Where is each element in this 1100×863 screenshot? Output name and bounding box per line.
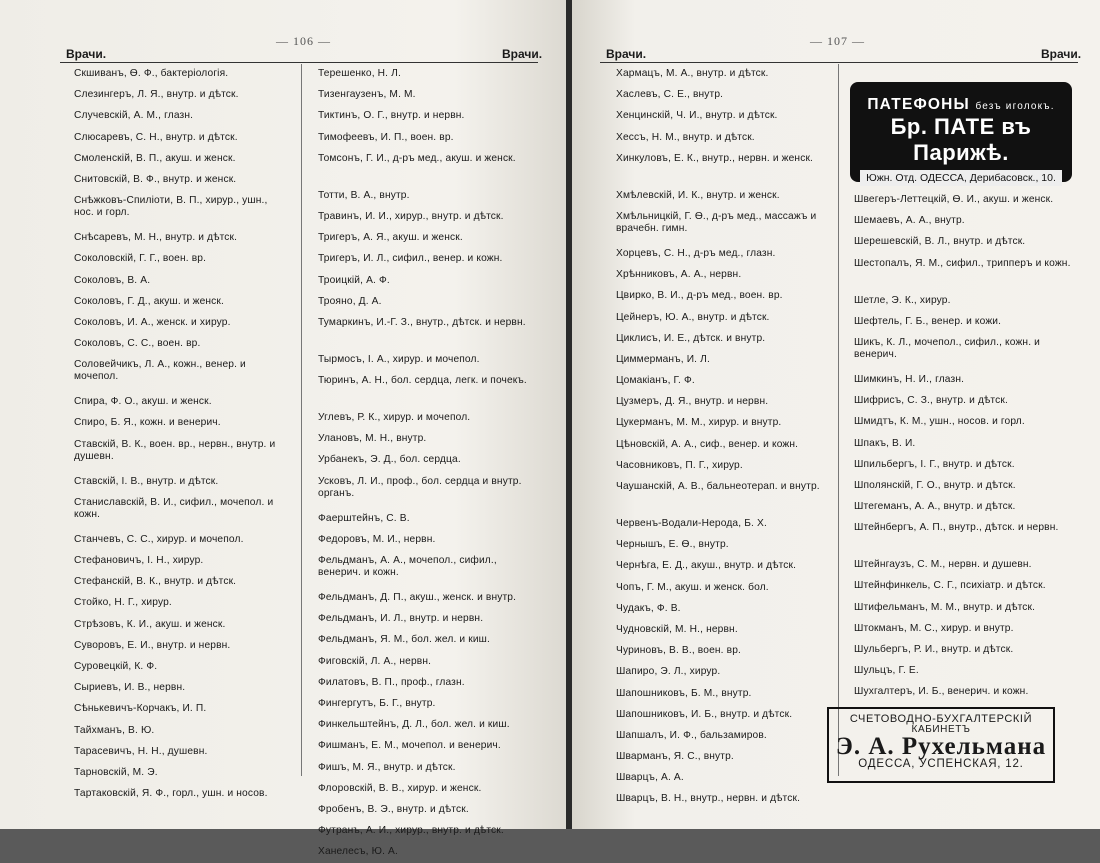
entry-text: Шапшалъ, И. Ф., бальзамиров. (616, 729, 767, 741)
entry-text: Шпильбергъ, І. Г., внутр. и дѣтск. (854, 458, 1015, 470)
entry-text: Чернышъ, Е. Ѳ., внутр. (616, 539, 729, 551)
directory-entry (56, 228, 290, 249)
directory-entry (598, 620, 836, 641)
entry-text: Шемаевъ, А. А., внутр. (854, 215, 965, 227)
directory-entry (836, 661, 1076, 682)
entry-text: Улановъ, М. Н., внутр. (318, 433, 427, 445)
directory-entry (56, 413, 290, 434)
entry-text: Соколовъ, С. С., воен. вр. (74, 338, 201, 350)
entry-text: Шикъ, К. Л., мочепол., сифил., кожн. и венерич. (854, 336, 1041, 360)
directory-entry (300, 842, 536, 863)
directory-entry (598, 641, 836, 662)
entry-text: Ставскій, В. К., воен. вр., нервн., внутр. и душевн. (74, 438, 276, 462)
directory-entry (300, 509, 536, 530)
entry-text: Шполянскій, Г. О., внутр. и дѣтск. (854, 479, 1016, 491)
directory-entry (56, 64, 290, 85)
directory-entry (56, 678, 290, 699)
entry-text: Тарновскій, М. Э. (74, 766, 158, 778)
directory-entry (300, 64, 536, 85)
directory-entry (836, 254, 1076, 291)
directory-entry (56, 271, 290, 292)
header-rule (60, 62, 538, 63)
directory-entry (300, 694, 536, 715)
directory-entry (300, 800, 536, 821)
directory-entry (598, 599, 836, 620)
directory-entry (300, 228, 536, 249)
directory-entry (300, 758, 536, 779)
directory-entry (836, 333, 1076, 370)
entry-text: Шварманъ, Я. С., внутр. (616, 751, 734, 763)
directory-entry (300, 149, 536, 186)
entry-text: Фельдманъ, А. А., мочепол., сифил., венерич. и кожн. (318, 555, 497, 578)
directory-entry (598, 578, 836, 599)
directory-entry (598, 684, 836, 705)
directory-entry (598, 149, 836, 186)
directory-entry (598, 477, 836, 514)
directory-entry (56, 472, 290, 493)
running-header-right: Врачи. (502, 47, 543, 61)
directory-entry (300, 472, 536, 509)
entry-text: Штегеманъ, А. А., внутр. и дѣтск. (854, 501, 1016, 513)
entry-text: Фельдманъ, Д. П., акуш., женск. и внутр. (318, 592, 517, 603)
directory-entry (598, 286, 836, 307)
entry-text: Трояно, Д. А. (318, 295, 382, 307)
ad-company: Бр. ПАТЕ въ Парижѣ. (890, 114, 1032, 165)
directory-entry (598, 456, 836, 477)
entry-text: Цукерманъ, М. М., хирур. и внутр. (616, 417, 782, 429)
entry-text: Червенъ-Водали-Нерода, Б. Х. (616, 518, 767, 529)
entry-text: Шетле, Э. К., хирур. (854, 294, 951, 306)
entry-text: Троицкій, А. Ф. (318, 274, 390, 286)
running-header-right: Врачи. (1041, 47, 1082, 61)
directory-entry (56, 636, 290, 657)
entry-text: Цвирко, В. И., д-ръ мед., воен. вр. (616, 290, 783, 302)
entry-text: Урбанекъ, Э. Д., бол. сердца. (318, 454, 461, 466)
directory-entry (300, 673, 536, 694)
entry-text: Тюринъ, А. Н., бол. сердца, легк. и почекъ. (318, 375, 527, 387)
directory-entry (56, 551, 290, 572)
entry-text: Флоровскій, В. В., хирур. и женск. (318, 782, 482, 794)
directory-entry (836, 391, 1076, 412)
entry-text: Фингергутъ, Б. Г., внутр. (318, 697, 436, 709)
entry-text: Цѣновскій, А. А., сиф., венер. и кожн. (616, 438, 799, 450)
entry-text: Спиро, Б. Я., кожн. и венерич. (74, 417, 221, 429)
directory-entry (56, 334, 290, 355)
entry-text: Хенцинскій, Ч. И., внутр. и дѣтск. (616, 110, 778, 122)
page-number: — 106 — (276, 34, 331, 48)
directory-entry (300, 779, 536, 800)
entry-text: Циммерманъ, И. Л. (616, 353, 710, 365)
entry-text: Фаерштейнъ, С. В. (318, 512, 410, 524)
column-right (836, 190, 1076, 704)
directory-entry (836, 434, 1076, 455)
entry-text: Часовниковъ, П. Г., хирур. (616, 459, 743, 471)
column-left (56, 64, 290, 821)
directory-entry (300, 630, 536, 651)
entry-text: Хинкуловъ, Е. К., внутр., нервн. и женск. (616, 152, 814, 164)
directory-entry (598, 789, 836, 810)
entry-text: Фельдманъ, Я. М., бол. жел. и киш. (318, 634, 490, 646)
directory-entry (836, 312, 1076, 333)
ad-headline: ПАТЕФОНЫ безъ иголокъ. (867, 96, 1055, 113)
entry-text: Шапиро, Э. Л., хирур. (616, 666, 721, 678)
entry-text: Усковъ, Л. И., проф., бол. сердца и внутр. органъ. (318, 475, 522, 499)
directory-entry (300, 106, 536, 127)
directory-entry (836, 497, 1076, 518)
entry-text: Штифельманъ, М. М., внутр. и дѣтск. (854, 601, 1036, 613)
entry-text: Фельдманъ, И. Л., внутр. и нервн. (318, 613, 484, 625)
directory-entry (836, 190, 1076, 211)
entry-text: Тартаковскій, Я. Ф., горл., ушн. и носов. (74, 788, 268, 800)
directory-entry (598, 244, 836, 265)
entry-text: Хмѣльницкій, Г. Ѳ., д-ръ мед., массажъ и врачебн. гимн. (616, 210, 817, 234)
entry-text: Федоровъ, М. И., нервн. (318, 533, 436, 545)
directory-entry (836, 291, 1076, 312)
directory-entry (598, 128, 836, 149)
directory-entry (56, 721, 290, 742)
directory-entry (836, 619, 1076, 640)
entry-text: Скшиванъ, Ѳ. Ф., бактеріологія. (74, 68, 229, 79)
directory-entry (56, 572, 290, 593)
entry-text: Шапошниковъ, И. Б., внутр. и дѣтск. (616, 708, 793, 720)
entry-text: Тригеръ, И. Л., сифил., венер. и кожн. (318, 253, 503, 265)
entry-text: Станчевъ, С. С., хирур. и мочепол. (74, 533, 244, 545)
directory-entry (598, 535, 836, 556)
entry-text: Стефановичъ, І. Н., хирур. (74, 555, 204, 566)
entry-text: Шифрисъ, С. З., внутр. и дѣтск. (854, 395, 1008, 407)
entry-text: Тиктинъ, О. Г., внутр. и нервн. (318, 110, 465, 122)
directory-entry (598, 435, 836, 456)
ad-address: ОДЕССА, УСПЕНСКАЯ, 12. (858, 758, 1024, 770)
directory-entry (56, 784, 290, 821)
entry-text: Швегеръ-Леттецкій, Ѳ. И., акуш. и женск. (854, 194, 1054, 205)
entry-text: Станиславскій, В. И., сифил., мочепол. и кожн. (74, 496, 274, 520)
entry-text: Травинъ, И. И., хирур., внутр. и дѣтск. (318, 210, 504, 222)
directory-entry (300, 128, 536, 149)
entry-text: Тырмосъ, І. А., хирур. и мочепол. (318, 353, 480, 365)
entry-text: Футранъ, А. И., хирур., внутр. и дѣтск. (318, 825, 504, 837)
directory-entry (300, 609, 536, 630)
entry-text: Томсонъ, Г. И., д-ръ мед., акуш. и женск. (318, 152, 516, 164)
entry-text: Сѣнькевичъ-Корчакъ, И. П. (74, 703, 207, 715)
entry-text: Чудновскій, М. Н., нервн. (616, 623, 738, 635)
column-left (598, 64, 836, 811)
directory-entry (56, 392, 290, 413)
directory-entry (598, 329, 836, 350)
directory-entry (300, 429, 536, 450)
directory-entry (836, 598, 1076, 619)
directory-entry (598, 64, 836, 85)
entry-text: Смоленскій, В. П., акуш. и женск. (74, 152, 236, 164)
directory-entry (598, 747, 836, 768)
directory-entry (56, 530, 290, 551)
directory-entry (836, 518, 1076, 555)
entry-text: Филатовъ, В. П., проф., глазн. (318, 676, 465, 688)
directory-entry (300, 85, 536, 106)
entry-text: Шульбергъ, Р. И., внутр. и дѣтск. (854, 644, 1014, 655)
entry-text: Чудакъ, Ф. В. (616, 602, 681, 614)
directory-entry (56, 355, 290, 392)
entry-text: Чаушанскій, А. В., бальнеотерап. и внутр. (616, 481, 820, 492)
entry-text: Штейнгаузъ, С. М., нервн. и душевн. (854, 559, 1032, 571)
directory-entry (598, 726, 836, 747)
entry-text: Финкельштейнъ, Д. Л., бол. жел. и киш. (318, 719, 510, 731)
directory-entry (836, 682, 1076, 703)
entry-text: Циклисъ, И. Е., дѣтск. и внутр. (616, 332, 766, 344)
directory-entry (56, 593, 290, 614)
directory-entry (300, 450, 536, 471)
directory-entry (300, 652, 536, 673)
directory-entry (56, 292, 290, 313)
directory-entry (836, 412, 1076, 433)
entry-text: Хессъ, Н. М., внутр. и дѣтск. (616, 131, 755, 143)
entry-text: Шпакъ, В. И. (854, 437, 916, 449)
entry-text: Слюсаревъ, С. Н., внутр. и дѣтск. (74, 131, 238, 143)
page-number: — 107 — (810, 34, 865, 48)
directory-entry (598, 186, 836, 207)
directory-entry (598, 371, 836, 392)
accounting-office-advertisement (827, 707, 1055, 783)
entry-text: Шмидтъ, К. М., ушн., носов. и горл. (854, 416, 1025, 428)
entry-text: Соколовъ, И. А., женск. и хирур. (74, 316, 231, 328)
directory-entry (300, 821, 536, 842)
directory-entry (598, 768, 836, 789)
entry-text: Терешенко, Н. Л. (318, 68, 401, 79)
entry-text: Соколовскій, Г. Г., воен. вр. (74, 253, 207, 265)
entry-text: Тарасевичъ, Н. Н., душевн. (74, 745, 208, 757)
directory-entry (56, 435, 290, 472)
directory-entry (300, 408, 536, 429)
directory-entry (598, 265, 836, 286)
entry-text: Снѣжковъ-Спиліоти, В. П., хирур., ушн., нос. и горл. (74, 195, 268, 219)
entry-text: Углевъ, Р. К., хирур. и мочепол. (318, 412, 471, 424)
entry-text: Шварцъ, А. А. (616, 772, 684, 784)
entry-text: Тотти, В. А., внутр. (318, 189, 410, 201)
entry-text: Хрѣнниковъ, А. А., нервн. (616, 269, 742, 281)
entry-text: Суровецкій, К. Ф. (74, 660, 158, 672)
directory-entry (56, 657, 290, 678)
ad-subheadline: КАБИНЕТЪ (911, 724, 971, 735)
directory-entry (598, 207, 836, 244)
directory-entry (56, 313, 290, 334)
directory-entry (836, 476, 1076, 497)
entry-text: Сыриевъ, И. В., нервн. (74, 682, 186, 694)
entry-text: Цомакіанъ, Г. Ф. (616, 375, 695, 387)
directory-entry (300, 530, 536, 551)
directory-entry (56, 493, 290, 530)
directory-entry (56, 742, 290, 763)
entry-text: Стефанскій, В. К., внутр. и дѣтск. (74, 576, 237, 588)
entry-text: Шварцъ, В. Н., внутр., нервн. и дѣтск. (616, 793, 801, 805)
ad-address: Южн. Отд. ОДЕССА, Дерибасовск., 10. (860, 170, 1062, 186)
entry-text: Снѣсаревъ, М. Н., внутр. и дѣтск. (74, 232, 238, 244)
header-rule (600, 62, 1078, 63)
directory-entry (56, 85, 290, 106)
entry-text: Тизенгаузенъ, М. М. (318, 89, 416, 101)
ad-owner-name: Э. А. Рухельмана (835, 733, 1047, 760)
column-right (300, 64, 536, 863)
directory-entry (598, 514, 836, 535)
directory-entry (836, 576, 1076, 597)
entry-text: Соколовъ, В. А. (74, 274, 151, 286)
entry-text: Чопъ, Г. М., акуш. и женск. бол. (616, 581, 769, 593)
directory-entry (300, 588, 536, 609)
directory-entry (598, 413, 836, 434)
directory-entry (598, 350, 836, 371)
entry-text: Тимофеевъ, И. П., воен. вр. (318, 131, 454, 143)
directory-entry (598, 106, 836, 127)
ad-headline: СЧЕТОВОДНО-БУХГАЛТЕРСКІЙ (849, 713, 1033, 725)
directory-entry (598, 392, 836, 413)
directory-entry (300, 207, 536, 228)
entry-text: Ставскій, І. В., внутр. и дѣтск. (74, 475, 219, 487)
directory-entry (56, 249, 290, 270)
entry-text: Цузмеръ, Д. Я., внутр. и нервн. (616, 396, 769, 408)
directory-entry (300, 371, 536, 408)
entry-text: Ханелесъ, Ю. А. (318, 846, 398, 858)
entry-text: Штокманъ, М. С., хирур. и внутр. (854, 622, 1014, 634)
entry-text: Шульцъ, Г. Е. (854, 665, 919, 677)
directory-entry (300, 249, 536, 270)
entry-text: Штейнфинкель, С. Г., психіатр. и дѣтск. (854, 580, 1046, 592)
directory-entry (300, 313, 536, 350)
entry-text: Хармацъ, М. А., внутр. и дѣтск. (616, 68, 769, 79)
directory-entry (56, 763, 290, 784)
directory-entry (598, 705, 836, 726)
directory-entry (598, 662, 836, 683)
directory-entry (300, 292, 536, 313)
entry-text: Штейнбергъ, А. П., внутр., дѣтск. и нервн. (854, 522, 1059, 534)
directory-entry (598, 85, 836, 106)
entry-text: Спира, Ф. О., акуш. и женск. (74, 396, 212, 408)
entry-text: Фробенъ, В. Э., внутр. и дѣтск. (318, 803, 469, 815)
entry-text: Соколовъ, Г. Д., акуш. и женск. (74, 295, 225, 307)
directory-entry (300, 736, 536, 757)
entry-text: Хмѣлевскій, И. К., внутр. и женск. (616, 189, 780, 201)
entry-text: Шерешевскій, В. Л., внутр. и дѣтск. (854, 236, 1026, 248)
running-header-left: Врачи. (66, 47, 107, 61)
entry-text: Снитовскій, В. Ф., внутр. и женск. (74, 173, 237, 185)
entry-text: Хаслевъ, С. Е., внутр. (616, 89, 724, 101)
directory-entry (300, 186, 536, 207)
directory-entry (836, 640, 1076, 661)
directory-entry (836, 455, 1076, 476)
entry-text: Случевскій, А. М., глазн. (74, 110, 194, 122)
entry-text: Фишманъ, Е. М., мочепол. и венерич. (318, 740, 501, 752)
directory-entry (300, 350, 536, 371)
entry-text: Шухгалтеръ, И. Б., венерич. и кожн. (854, 686, 1029, 698)
running-header-left: Врачи. (606, 47, 647, 61)
entry-text: Тумаркинъ, И.-Г. З., внутр., дѣтск. и нервн. (318, 316, 526, 328)
directory-entry (56, 106, 290, 127)
entry-text: Суворовъ, Е. И., внутр. и нервн. (74, 639, 231, 651)
directory-entry (836, 555, 1076, 576)
directory-entry (56, 191, 290, 228)
directory-entry (56, 170, 290, 191)
directory-entry (56, 699, 290, 720)
directory-entry (836, 211, 1076, 232)
directory-entry (836, 370, 1076, 391)
entry-text: Чуриновъ, В. В., воен. вр. (616, 645, 741, 657)
pathe-advertisement (850, 82, 1072, 182)
entry-text: Слезингеръ, Л. Я., внутр. и дѣтск. (74, 89, 239, 101)
directory-entry (598, 308, 836, 329)
entry-text: Стрѣзовъ, К. И., акуш. и женск. (74, 618, 226, 630)
entry-text: Шефтель, Г. Б., венер. и кожи. (854, 315, 1002, 327)
directory-entry (300, 271, 536, 292)
entry-text: Хорцевъ, С. Н., д-ръ мед., глазн. (616, 247, 776, 259)
directory-entry (56, 615, 290, 636)
directory-entry (300, 715, 536, 736)
directory-entry (56, 149, 290, 170)
entry-text: Тайхманъ, В. Ю. (74, 724, 155, 736)
directory-entry (598, 556, 836, 577)
entry-text: Чернѣга, Е. Д., акуш., внутр. и дѣтск. (616, 560, 797, 572)
entry-text: Цейнеръ, Ю. А., внутр. и дѣтск. (616, 311, 770, 323)
directory-entry (836, 232, 1076, 253)
directory-entry (300, 551, 536, 588)
entry-text: Шестопалъ, Я. М., сифил., трипперъ и кожн. (854, 257, 1071, 269)
entry-text: Фишъ, М. Я., внутр. и дѣтск. (318, 761, 456, 773)
entry-text: Фиговскій, Л. А., нервн. (318, 655, 432, 667)
entry-text: Тригеръ, А. Я., акуш. и женск. (318, 232, 463, 244)
entry-text: Шимкинъ, Н. И., глазн. (854, 373, 965, 385)
entry-text: Стойко, Н. Г., хирур. (74, 597, 172, 609)
entry-text: Шапошниковъ, Б. М., внутр. (616, 687, 752, 699)
entry-text: Соловейчикъ, Л. А., кожн., венер. и мочепол. (74, 359, 246, 383)
directory-entry (56, 128, 290, 149)
